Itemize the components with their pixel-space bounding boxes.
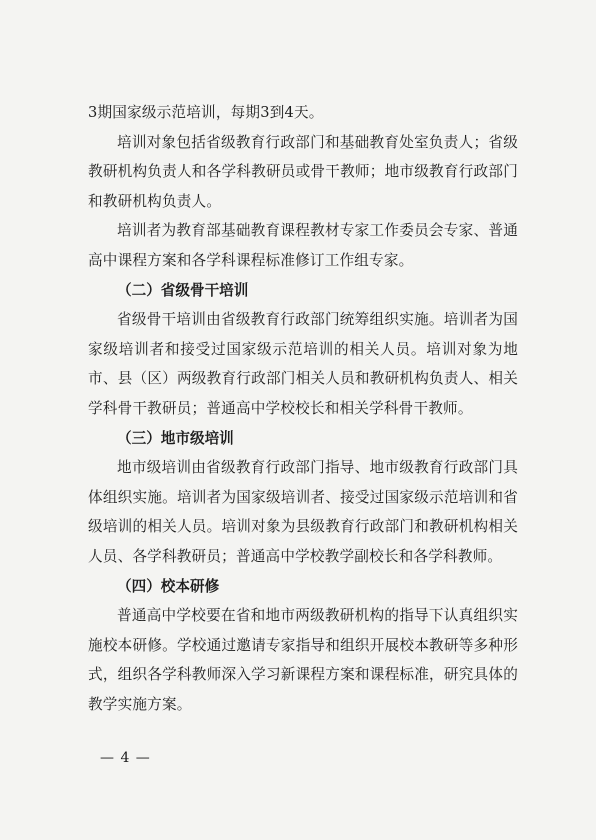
paragraph-school-based-research: 普通高中学校要在省和地市两级教研机构的指导下认真组织实施校本研修。学校通过邀请专家指导和组织开展校本教研等多种形式，组织各学科教师深入学习新课程方案和课程标准，研究具体的教学实施方案。 (88, 607, 518, 713)
paragraph-training-targets: 培训对象包括省级教育行政部门和基础教育处室负责人；省级教研机构负责人和各学科教研员或骨干教师；地市级教育行政部门和教研机构负责人。 (88, 133, 518, 210)
paragraph-trainers: 培训者为教育部基础教育课程教材专家工作委员会专家、普通高中课程方案和各学科课程标准修订工作组专家。 (88, 222, 518, 269)
paragraph-municipal-training: 地市级培训由省级教育行政部门指导、地市级教育行政部门具体组织实施。培训者为国家级培训者、接受过国家级示范培训和省级培训的相关人员。培训对象为县级教育行政部门和教研机构相关人员、各学科教研员；普通高中学校教学副校长和各学科教师。 (88, 459, 518, 565)
page-body (88, 98, 518, 719)
section-heading-provincial: （二）省级骨干培训 (117, 281, 249, 299)
paragraph-training-schedule: 3期国家级示范培训，每期3到4天。 (88, 104, 324, 121)
section-heading-municipal: （三）地市级培训 (117, 429, 234, 447)
paragraph-provincial-training: 省级骨干培训由省级教育行政部门统筹组织实施。培训者为国家级培训者和接受过国家级示范培训的相关人员。培训对象为地市、县（区）两级教育行政部门相关人员和教研机构负责人、相关学科骨干教研员；普通高中学校校长和相关学科骨干教师。 (88, 311, 518, 417)
page-number: — 4 — (100, 750, 151, 766)
section-heading-school-based: （四）校本研修 (117, 577, 220, 595)
